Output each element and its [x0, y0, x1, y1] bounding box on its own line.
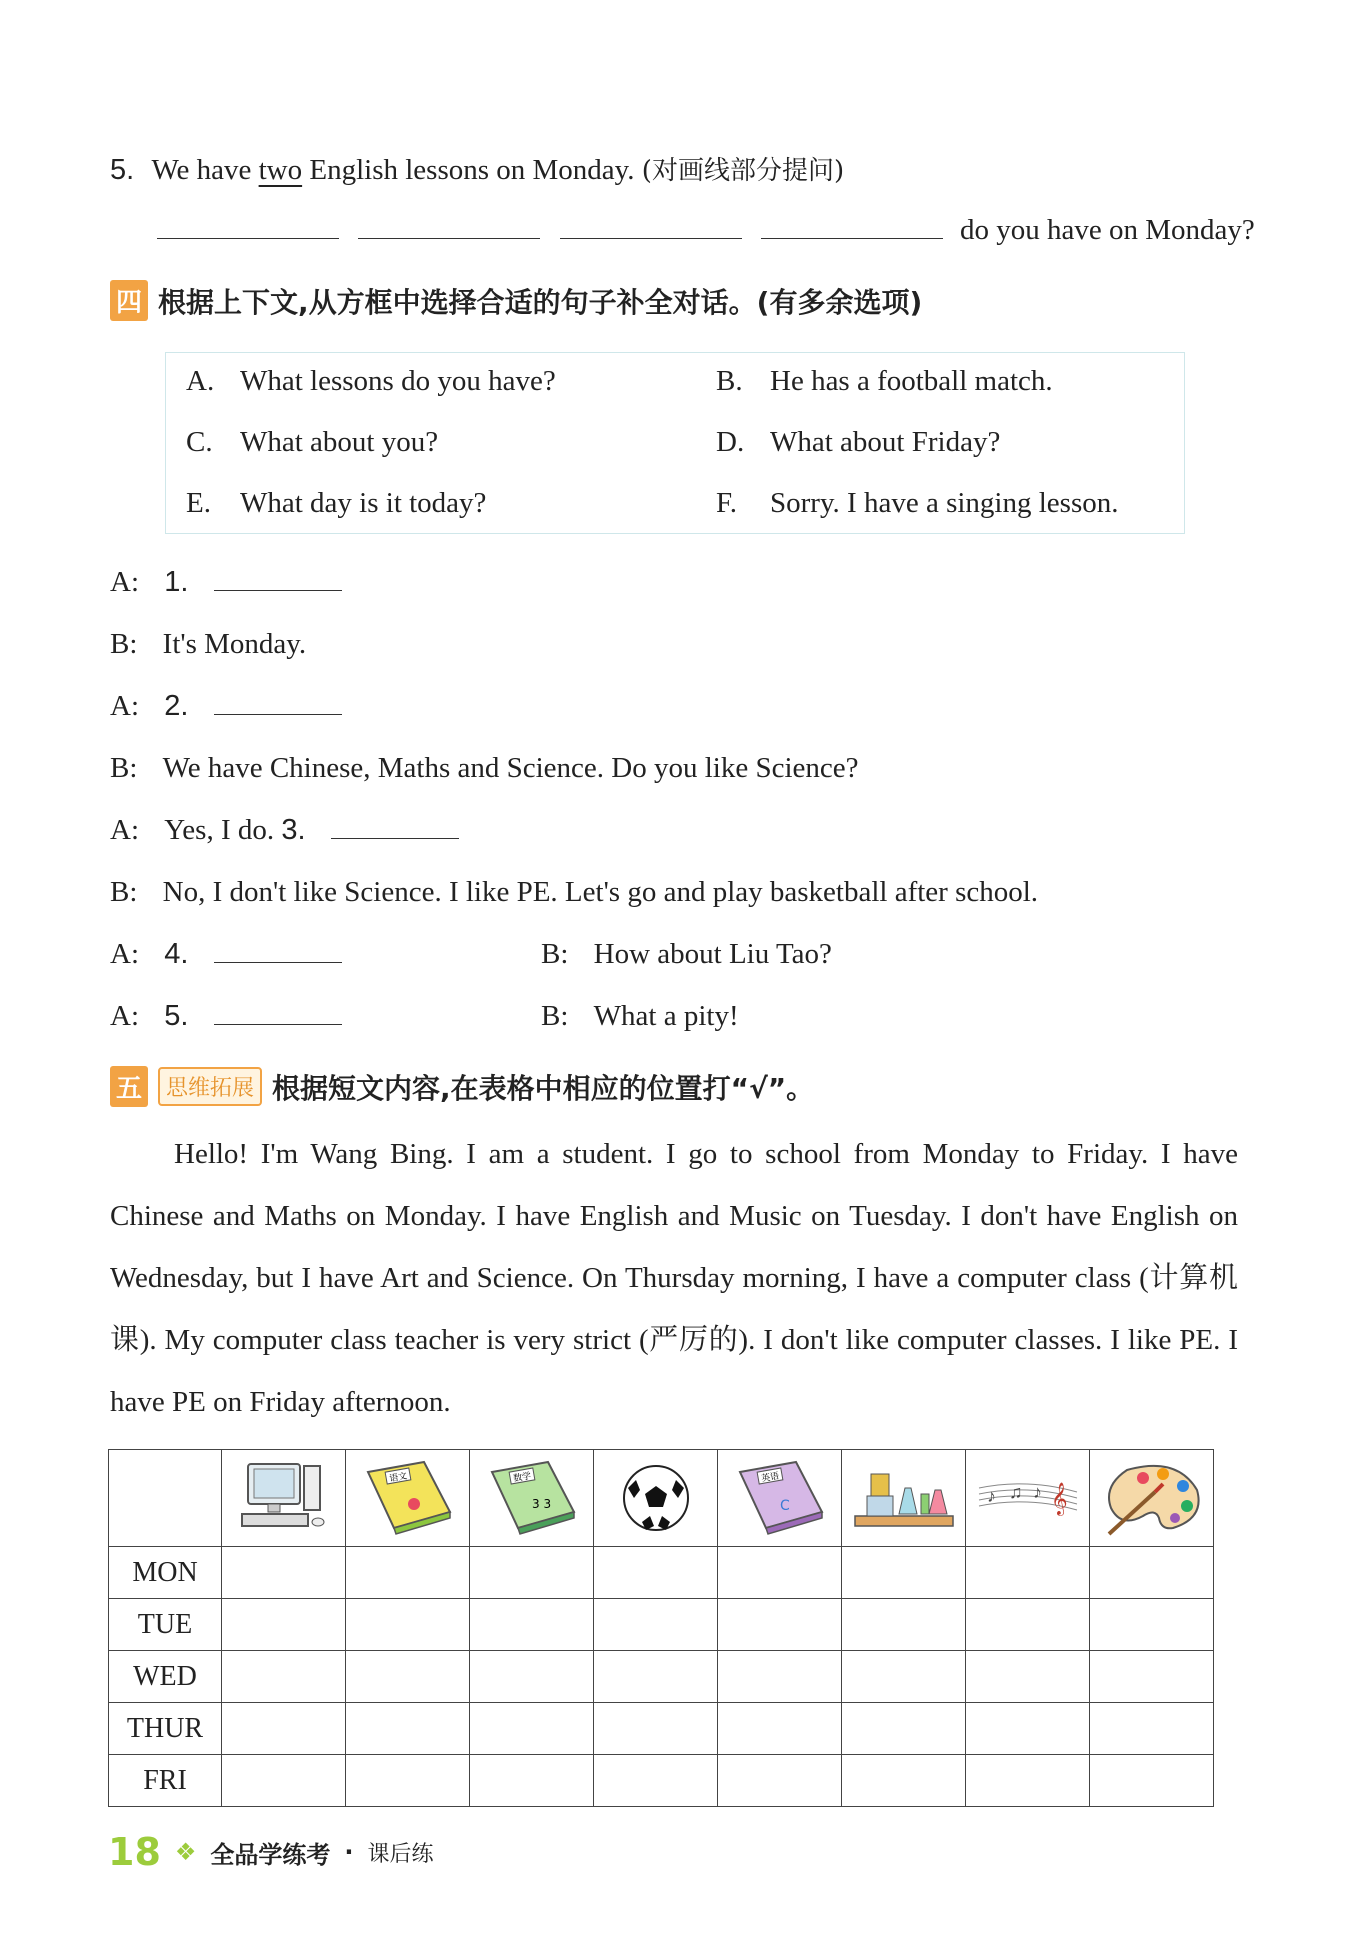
answer-cell[interactable]	[222, 1599, 346, 1651]
q5-instruction: (对画线部分提问)	[641, 156, 845, 186]
q5-blank-1[interactable]	[157, 214, 339, 239]
diamond-icon: ❖	[174, 1839, 197, 1866]
answer-cell[interactable]	[966, 1651, 1090, 1703]
day-row-mon	[109, 1547, 1214, 1599]
day-label: TUE	[109, 1599, 222, 1651]
day-row-wed	[109, 1651, 1214, 1703]
answer-cell[interactable]	[842, 1651, 966, 1703]
dialogue-line-3: A: 2.	[110, 690, 342, 723]
subject-cell	[966, 1450, 1090, 1547]
q5-blank-2[interactable]	[358, 214, 540, 239]
option-d: D. What about Friday?	[716, 426, 1001, 458]
svg-text:𝄞: 𝄞	[1050, 1484, 1068, 1515]
answer-cell[interactable]	[594, 1599, 718, 1651]
reading-passage: Hello! I'm Wang Bing. I am a student. I go to school from Monday to Friday. I have Chinese and Maths on Monday. I have English and Music on Tuesday. I don't have English on Wednesday, but I have Art and Science. On Thursday morning, I have a computer class (计算机课). My computer class teacher is very strict (严厉的). I don't like computer classes. I like PE. I have PE on Friday afternoon.	[110, 1138, 1238, 1418]
dialogue-line-8b: B: What a pity!	[541, 1000, 739, 1032]
science-lab-icon	[849, 1458, 959, 1538]
day-row-tue	[109, 1599, 1214, 1651]
answer-cell[interactable]	[470, 1755, 594, 1807]
day-row-thur	[109, 1703, 1214, 1755]
section5-title: 根据短文内容,在表格中相应的位置打“√”。	[272, 1071, 815, 1105]
dialogue-blank-4[interactable]	[214, 938, 342, 963]
dialogue-line-6: B: No, I don't like Science. I like PE. Let's go and play basketball after school.	[110, 876, 1039, 908]
answer-cell[interactable]	[594, 1547, 718, 1599]
day-label: WED	[109, 1651, 222, 1703]
answer-cell[interactable]	[222, 1755, 346, 1807]
dialogue-line-8: A: 5.	[110, 1000, 342, 1033]
page-footer	[108, 1830, 434, 1874]
corner-cell	[109, 1450, 222, 1547]
english-book-label: 英语	[760, 1471, 780, 1485]
answer-cell[interactable]	[470, 1703, 594, 1755]
answer-cell[interactable]	[718, 1651, 842, 1703]
subject-cell	[470, 1450, 594, 1547]
answer-cell[interactable]	[966, 1599, 1090, 1651]
svg-text:♫: ♫	[1008, 1482, 1022, 1502]
answer-cell[interactable]	[470, 1599, 594, 1651]
day-label: FRI	[109, 1755, 222, 1807]
section4-title: 根据上下文,从方框中选择合适的句子补全对话。(有多余选项)	[158, 285, 923, 319]
brand-dot: ·	[344, 1838, 354, 1866]
dialogue-line-7b: B: How about Liu Tao?	[541, 938, 832, 970]
timetable-grid	[108, 1449, 1214, 1807]
football-icon	[606, 1458, 706, 1538]
answer-cell[interactable]	[222, 1547, 346, 1599]
q5-sentence	[110, 150, 844, 187]
answer-cell[interactable]	[1090, 1703, 1214, 1755]
answer-cell[interactable]	[966, 1547, 1090, 1599]
dialogue-line-4: B: We have Chinese, Maths and Science. Do you like Science?	[110, 752, 859, 784]
dialogue-line-7: A: 4.	[110, 938, 342, 971]
english-book-icon	[730, 1458, 830, 1538]
answer-cell[interactable]	[222, 1651, 346, 1703]
subject-icon-row	[109, 1450, 1214, 1547]
answer-cell[interactable]	[1090, 1755, 1214, 1807]
section5-header	[110, 1066, 814, 1107]
subject-cell	[1090, 1450, 1214, 1547]
art-palette-icon	[1097, 1456, 1207, 1540]
section4-badge: 四	[110, 280, 148, 321]
chinese-book-icon	[358, 1458, 458, 1538]
page-number: 18	[108, 1830, 161, 1874]
dialogue-blank-1[interactable]	[214, 566, 342, 591]
dialogue-line-1: A: 1.	[110, 566, 342, 599]
music-notes-icon	[973, 1458, 1083, 1538]
q5-answer-tail: do you have on Monday?	[960, 214, 1255, 246]
answer-cell[interactable]	[718, 1599, 842, 1651]
day-row-fri	[109, 1755, 1214, 1807]
answer-cell[interactable]	[594, 1651, 718, 1703]
dialogue-line-2: B: It's Monday.	[110, 628, 307, 660]
section5-badge: 五	[110, 1066, 148, 1107]
dialogue-blank-5[interactable]	[214, 1000, 342, 1025]
maths-book-label: 数学	[512, 1471, 532, 1485]
answer-cell[interactable]	[346, 1651, 470, 1703]
answer-cell[interactable]	[966, 1755, 1090, 1807]
section5-tag: 思维拓展	[158, 1067, 262, 1106]
answer-cell[interactable]	[470, 1651, 594, 1703]
q5-number: 5.	[110, 154, 135, 186]
answer-cell[interactable]	[718, 1547, 842, 1599]
subject-cell	[222, 1450, 346, 1547]
answer-cell[interactable]	[1090, 1599, 1214, 1651]
svg-text:♪: ♪	[986, 1486, 996, 1506]
subject-cell	[346, 1450, 470, 1547]
option-c: C. What about you?	[186, 426, 439, 458]
answer-cell[interactable]	[842, 1547, 966, 1599]
answer-cell[interactable]	[1090, 1547, 1214, 1599]
q5-text-start: We have	[151, 154, 259, 186]
option-b: B. He has a football match.	[716, 365, 1053, 397]
answer-cell[interactable]	[346, 1599, 470, 1651]
q5-blank-4[interactable]	[761, 214, 943, 239]
subject-cell	[842, 1450, 966, 1547]
answer-cell[interactable]	[718, 1755, 842, 1807]
answer-cell[interactable]	[718, 1703, 842, 1755]
option-e: E. What day is it today?	[186, 487, 487, 519]
svg-text:3 3: 3 3	[531, 1497, 551, 1511]
chinese-book-label: 语文	[388, 1471, 408, 1485]
q5-underlined-word: two	[258, 154, 303, 186]
svg-text:C: C	[779, 1498, 790, 1514]
answer-cell[interactable]	[346, 1755, 470, 1807]
day-label: MON	[109, 1547, 222, 1599]
answer-cell[interactable]	[346, 1547, 470, 1599]
day-label: THUR	[109, 1703, 222, 1755]
answer-cell[interactable]	[842, 1703, 966, 1755]
computer-icon	[234, 1458, 334, 1538]
answer-cell[interactable]	[842, 1755, 966, 1807]
maths-book-icon	[482, 1458, 582, 1538]
answer-cell[interactable]	[1090, 1651, 1214, 1703]
dialogue-line-5: A: Yes, I do. 3.	[110, 814, 459, 847]
answer-cell[interactable]	[842, 1599, 966, 1651]
subject-cell	[718, 1450, 842, 1547]
answer-cell[interactable]	[966, 1703, 1090, 1755]
section4-header	[110, 280, 922, 321]
brand-subtitle: 课后练	[367, 1841, 434, 1867]
svg-text:♪: ♪	[1032, 1482, 1042, 1502]
dialogue-blank-2[interactable]	[214, 690, 342, 715]
answer-cell[interactable]	[470, 1547, 594, 1599]
subject-cell	[594, 1450, 718, 1547]
q5-answer-line	[157, 214, 1255, 247]
option-f: F. Sorry. I have a singing lesson.	[716, 487, 1119, 519]
answer-cell[interactable]	[346, 1703, 470, 1755]
answer-cell[interactable]	[222, 1703, 346, 1755]
q5-blank-3[interactable]	[560, 214, 742, 239]
brand-name: 全品学练考	[210, 1840, 331, 1869]
q5-text-end: English lessons on Monday.	[302, 154, 635, 186]
answer-cell[interactable]	[594, 1703, 718, 1755]
options-box	[165, 352, 1185, 534]
option-a: A. What lessons do you have?	[186, 365, 556, 397]
dialogue-blank-3[interactable]	[331, 814, 459, 839]
answer-cell[interactable]	[594, 1755, 718, 1807]
